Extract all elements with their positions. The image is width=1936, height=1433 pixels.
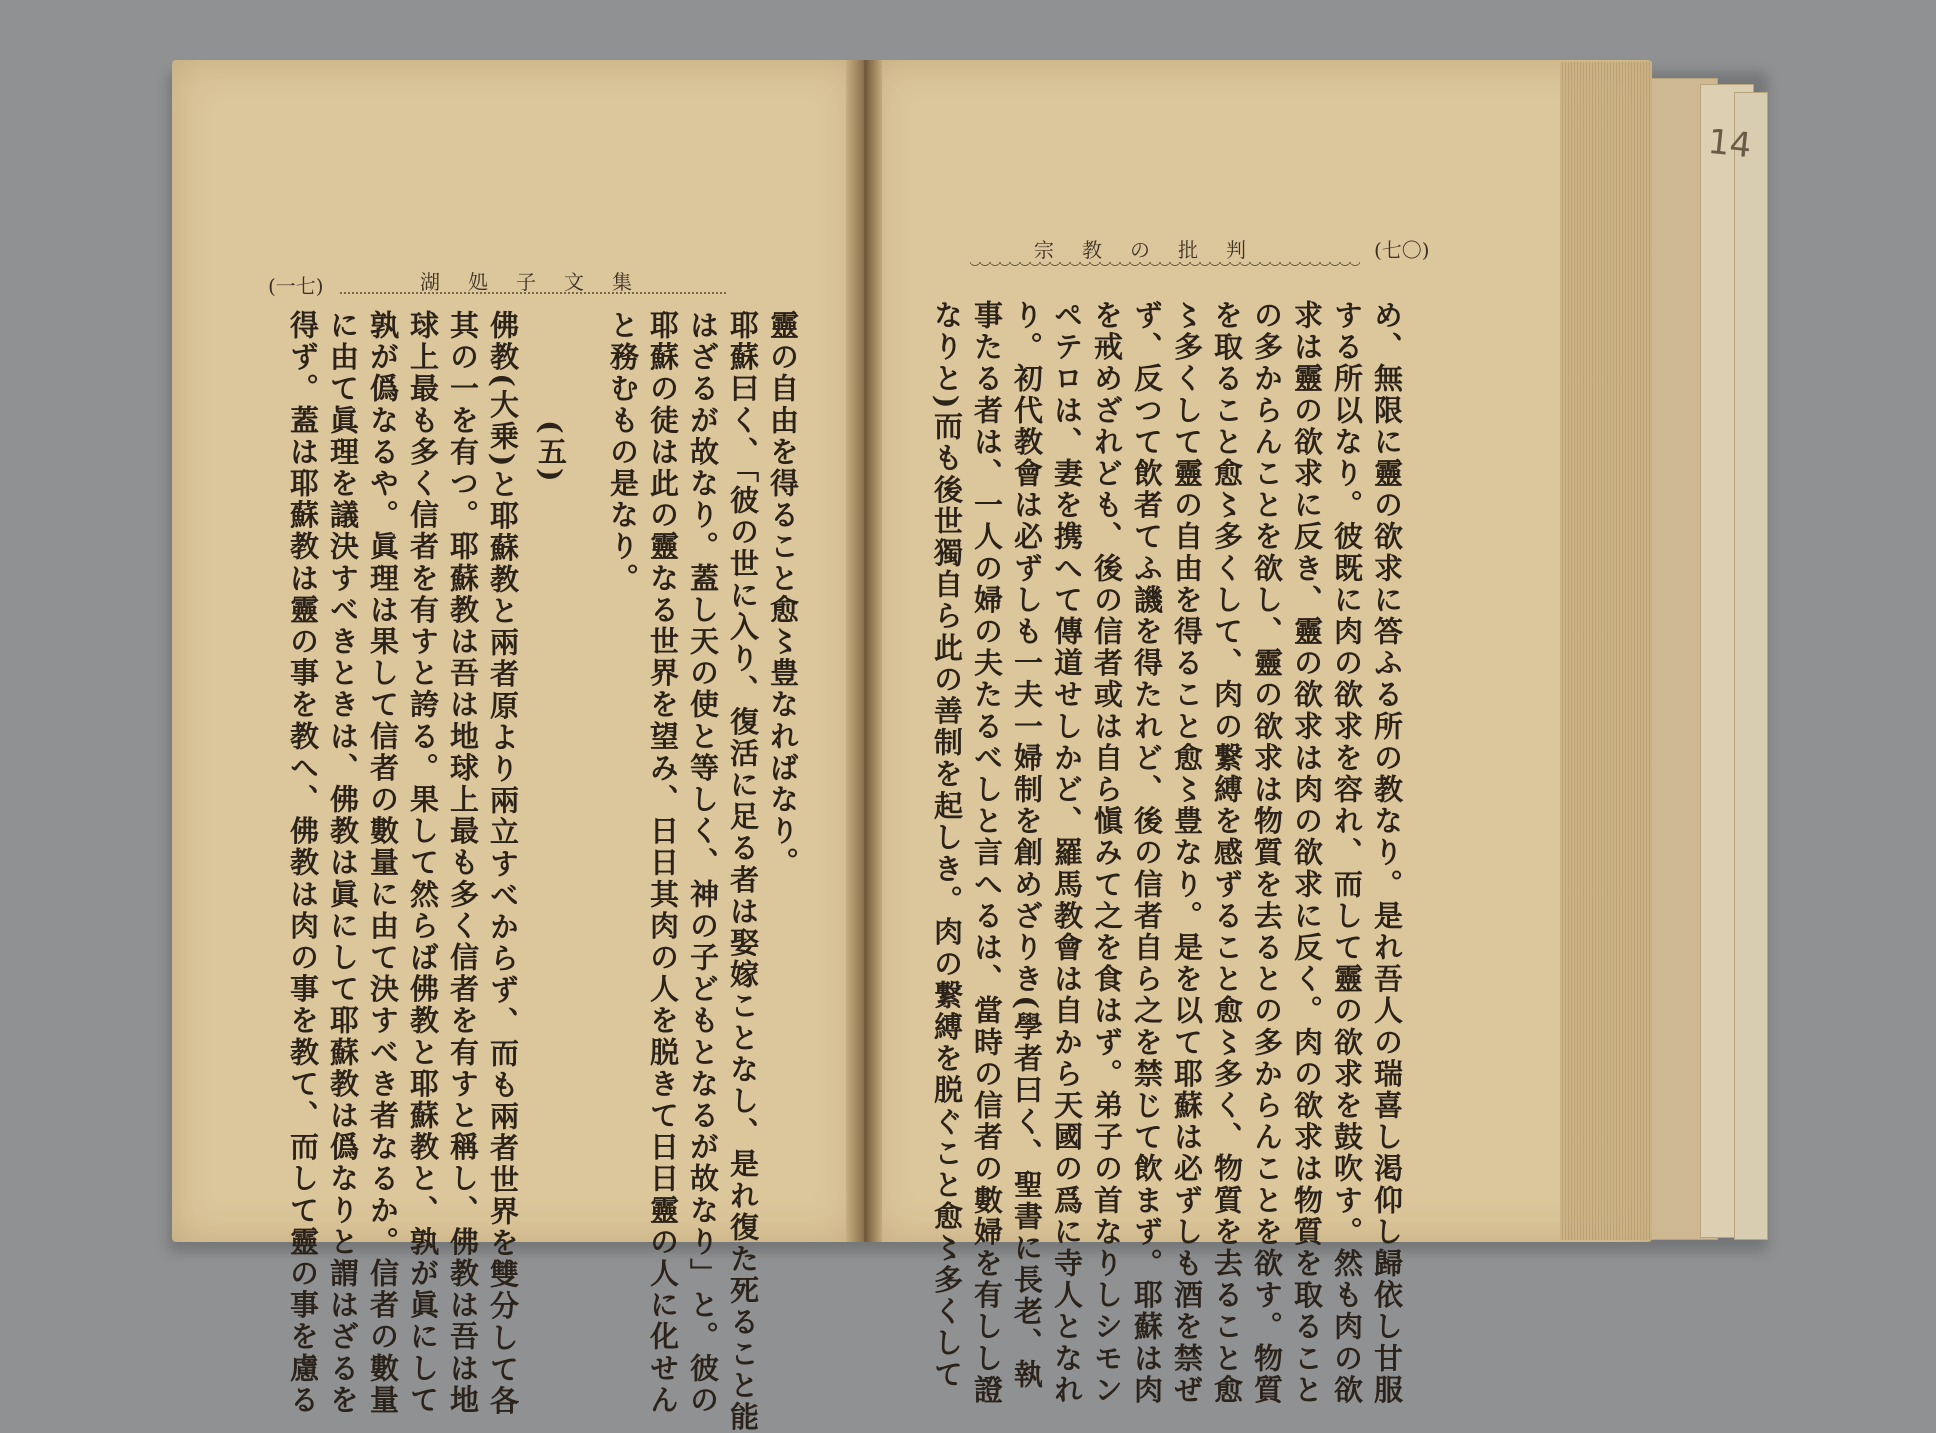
- right-text-column: 事たる者は、一人の婦の夫たるべしと言へるは、當時の信者の數婦を有しし證: [970, 300, 1004, 1406]
- section-heading: (五): [534, 420, 568, 485]
- right-running-head: 宗教の批判: [1034, 238, 1274, 262]
- page-edges-outer: [1734, 92, 1768, 1240]
- right-text-column: を取ること愈〻多くして、肉の繋縛を感ずること愈〻多く、物質を去ること愈: [1210, 300, 1244, 1406]
- left-text-column: 得ず。蓋は耶蘇教は靈の事を教へ、佛教は肉の事を教て、而して靈の事を慮る: [286, 310, 320, 1416]
- left-text-column: 耶蘇の徒は此の靈なる世界を望み、日日其肉の人を脱きて日日靈の人に化せん: [646, 310, 680, 1416]
- right-page-number: (七〇): [1374, 238, 1430, 262]
- right-text-column: め、無限に靈の欲求に答ふる所の教なり。是れ吾人の瑞喜し渇仰し歸依し甘服: [1370, 300, 1404, 1406]
- left-running-head: 湖処子文集: [420, 270, 660, 294]
- left-text-column: 球上最も多く信者を有すと誇る。果して然らば佛教と耶蘇教と、孰が眞にして: [406, 310, 440, 1416]
- right-text-column: 求は靈の欲求に反き、靈の欲求は肉の欲求に反く。肉の欲求は物質を取ること: [1290, 300, 1324, 1406]
- left-page-number: (一七): [268, 274, 324, 298]
- left-text-column: 佛教(大乗)と耶蘇教と兩者原より兩立すべからず、而も兩者世界を雙分して各: [486, 310, 520, 1418]
- left-text-column: 孰が僞なるや。眞理は果して信者の數量に由て決すべき者なるか。信者の數量: [366, 310, 400, 1416]
- right-text-column: なりと)而も後世獨自ら此の善制を起しき。肉の繋縛を脱ぐこと愈〻多くして: [930, 300, 964, 1391]
- right-text-column: 〻多くして靈の自由を得ること愈〻豊なり。是を以て耶蘇は必ずしも酒を禁ぜ: [1170, 300, 1204, 1406]
- left-text-column: に由て眞理を議決すべきときは、佛教は眞にして耶蘇教は僞なりと謂はざるを: [326, 310, 360, 1416]
- left-text-column: と務むもの是なり。: [606, 310, 640, 595]
- left-text-column: 其の一を有つ。耶蘇教は吾は地球上最も多く信者を有すと稱し、佛教は吾は地: [446, 310, 480, 1416]
- right-text-column: ず、反つて飲者てふ譏を得たれど、後の信者自ら之を禁じて飲まず。耶蘇は肉: [1130, 300, 1164, 1406]
- left-text-column: はざるが故なり。蓋し天の使と等しく、神の子どもとなるが故なり」と。彼の: [686, 310, 720, 1416]
- handwritten-margin-note: 14: [1706, 121, 1754, 167]
- right-header-rule: [970, 262, 1360, 272]
- book-gutter: [846, 60, 882, 1242]
- right-text-column: する所以なり。彼既に肉の欲求を容れ、而して靈の欲求を鼓吹す。然も肉の欲: [1330, 300, 1364, 1406]
- fore-edge: [1560, 62, 1652, 1240]
- right-text-column: ペテロは、妻を携へて傳道せしかど、羅馬教會は自から天國の爲に寺人となれ: [1050, 300, 1084, 1406]
- right-text-column: り。初代教會は必ずしも一夫一婦制を創めざりき(學者曰く、聖書に長老、執: [1010, 300, 1044, 1391]
- right-text-column: を戒めざれども、後の信者或は自ら愼みて之を食はず。弟子の首なりしシモン: [1090, 300, 1124, 1406]
- left-text-column: 耶蘇曰く、「彼の世に入り、復活に足る者は娶嫁ことなし、是れ復た死ること能: [726, 310, 760, 1433]
- left-header-rule: [340, 292, 726, 294]
- right-text-column: の多からんことを欲し、靈の欲求は物質を去るとの多からんことを欲す。物質: [1250, 300, 1284, 1406]
- left-text-column: 靈の自由を得ること愈〻豊なればなり。: [766, 310, 800, 879]
